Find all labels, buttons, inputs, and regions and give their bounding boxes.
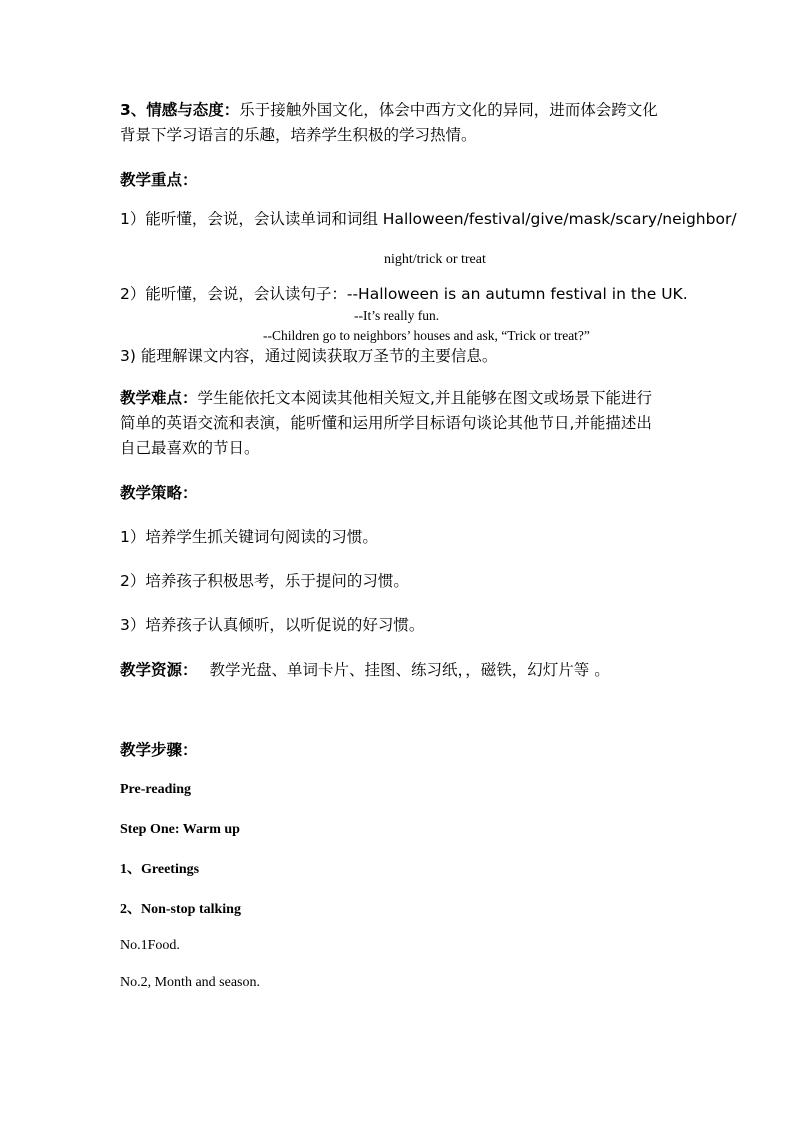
affect-attitude-text-2: 背景下学习语言的乐趣，培养学生积极的学习热情。: [120, 126, 477, 144]
key-point-1-continued: night/trick or treat: [384, 252, 486, 267]
no1-food: No.1Food.: [120, 938, 180, 953]
difficulties-heading: 教学难点：: [120, 389, 198, 407]
pre-reading-label: Pre-reading: [120, 782, 192, 797]
difficulties-text-1: 学生能依托文本阅读其他相关短文,并且能够在图文或场景下能进行: [197, 389, 652, 407]
affect-attitude-heading: 3、情感与态度：: [120, 101, 240, 119]
difficulties-text-3: 自己最喜欢的节日。: [120, 439, 260, 457]
difficulties-line-1: [120, 388, 652, 408]
key-point-3: 3) 能理解课文内容，通过阅读获取万圣节的主要信息。: [120, 347, 498, 365]
key-point-2: 2）能听懂，会说，会认读句子：--Halloween is an autumn festival in the UK.: [120, 285, 688, 303]
key-point-1: 1）能听懂，会说，会认读单词和词组 Halloween/festival/give/mask/scary/neighbor/: [120, 210, 737, 228]
strategy-item-2: 2）培养孩子积极思考，乐于提问的习惯。: [120, 572, 409, 590]
resources-heading: 教学资源：: [120, 661, 198, 679]
resources-text: 教学光盘、单词卡片、挂图、练习纸，，磁铁，幻灯片等 。: [209, 661, 610, 679]
strategy-heading: 教学策略：: [120, 484, 198, 502]
non-stop-talking-label: 2、Non-stop talking: [120, 902, 241, 917]
strategy-item-3: 3）培养孩子认真倾听，以听促说的好习惯。: [120, 616, 425, 634]
key-point-2-sentence-3: --Children go to neighbors’ houses and ask, “Trick or treat?”: [263, 328, 590, 343]
difficulties-text-2: 简单的英语交流和表演，能听懂和运用所学目标语句谈论其他节日,并能描述出: [120, 414, 652, 432]
resources-line: [120, 660, 610, 680]
greetings-label: 1、Greetings: [120, 862, 200, 877]
affect-attitude-line-1: [120, 100, 658, 120]
step-one-label: Step One: Warm up: [120, 822, 240, 837]
key-points-heading: 教学重点：: [120, 171, 198, 189]
no2-month-season: No.2, Month and season.: [120, 975, 260, 990]
strategy-item-1: 1）培养学生抓关键词句阅读的习惯。: [120, 528, 378, 546]
key-point-2-sentence-2: --It’s really fun.: [354, 308, 440, 323]
steps-heading: 教学步骤：: [120, 741, 198, 759]
affect-attitude-text-1: 乐于接触外国文化，体会中西方文化的异同，进而体会跨文化: [239, 101, 658, 119]
